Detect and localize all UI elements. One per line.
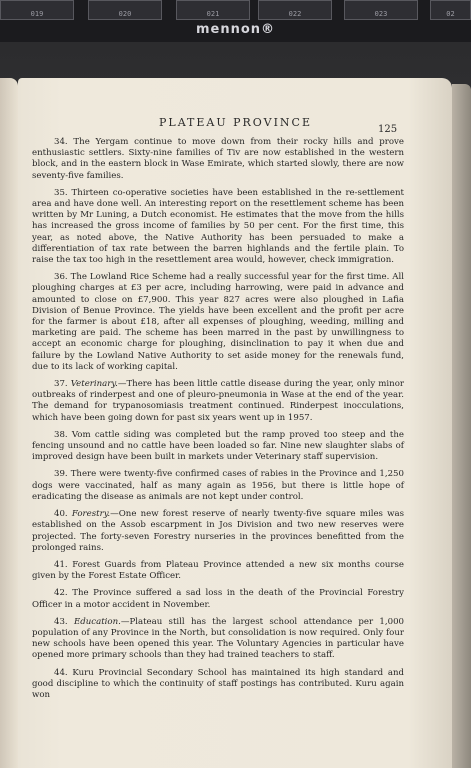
brand-logo: mennon® — [195, 22, 276, 37]
paragraph-number: 42. — [54, 588, 68, 599]
paragraph — [32, 430, 404, 464]
viewer-top-bar — [0, 0, 471, 42]
paragraph — [32, 668, 404, 702]
frame-number: 02 — [446, 10, 455, 18]
film-frame[interactable] — [258, 0, 332, 20]
paragraph — [32, 588, 404, 610]
paragraph-heading: Education. — [73, 616, 121, 627]
paragraph-heading: Veterinary. — [70, 379, 118, 390]
paragraph-text: Forest Guards from Plateau Province attended a new six months course given by the Forest Estate Officer. — [32, 559, 405, 582]
paragraph-text: Kuru Provincial Secondary School has maintained its high standard and good discipline to which the continuity of staff postings has contributed. Kuru again won — [32, 667, 404, 700]
film-frame[interactable] — [176, 0, 250, 20]
paragraph-number: 37. — [54, 379, 68, 390]
frame-number: 022 — [288, 10, 302, 18]
paragraph-number: 36. — [54, 272, 68, 283]
page-number: 125 — [378, 124, 398, 135]
film-frame[interactable] — [430, 0, 471, 20]
paragraph-text: —Plateau still has the largest school attendance per 1,000 population of any Province in the North, but consolidation is now required. Only four new schools have been opened this year. The Voluntary Agencies in particular have opened more primary schools than they had trained teachers to staff. — [32, 616, 405, 661]
frame-number: 020 — [118, 10, 132, 18]
frame-number: 023 — [374, 10, 388, 18]
paragraph-text: There were twenty-five confirmed cases of rabies in the Province and 1,250 dogs were vaccinated, half as many again as 1956, but there is little hope of eradicating the disease as animals are not kept under control. — [32, 469, 404, 502]
paragraph-text: The Yergam continue to move down from their rocky hills and prove enthusiastic settlers. Sixty-nine families of Tiv are now established in the western block, and in the eastern block in Wase Emirate, which started slowly, there are now seventy-five families. — [32, 137, 404, 181]
paragraph — [32, 509, 404, 554]
paragraph — [32, 188, 404, 266]
paragraph-number: 40. — [54, 509, 68, 520]
paragraph — [32, 379, 404, 424]
film-frame[interactable] — [88, 0, 162, 20]
paragraph-number: 41. — [54, 559, 68, 570]
paragraph-text: —There has been little cattle disease during the year, only minor outbreaks of rinderpest and one of pleuro-pneumonia in Wase at the end of the year. The demand for trypanosomiasis treatment continued. Rinderpest inocculations, which have been going down for past six years went up in 1957. — [32, 379, 404, 423]
paragraph-text: Vom cattle siding was completed but the ramp proved too steep and the fencing unsound and no cattle have been loaded so far. Nine new slaughter slabs of improved design have been built in markets under Veterinary staff supervision. — [32, 429, 404, 463]
page-stack-edge — [452, 84, 471, 768]
paragraph — [32, 560, 404, 582]
paragraph — [32, 617, 404, 662]
paragraph-number: 38. — [54, 429, 68, 440]
film-frame[interactable] — [344, 0, 418, 20]
paragraph-text: The Province suffered a sad loss in the death of the Provincial Forestry Officer in a motor accident in November. — [32, 588, 405, 610]
paragraph-heading: Forestry. — [71, 509, 111, 520]
paragraph-number: 44. — [54, 667, 68, 678]
film-frame-strip — [0, 0, 471, 22]
paragraph-number: 35. — [54, 187, 68, 198]
paragraph-text: —One new forest reserve of nearly twenty-five square miles was established on the Assob escarpment in Jos Division and two new reserves were projected. The forty-seven Forestry nurseries in the provinces benefitted from the prolonged rains. — [32, 509, 404, 553]
frame-number: 021 — [206, 10, 220, 18]
page-body — [32, 137, 404, 707]
paragraph-number: 39. — [54, 469, 68, 480]
running-head: PLATEAU PROVINCE — [159, 116, 312, 129]
paragraph-number: 34. — [54, 137, 68, 147]
film-frame[interactable] — [0, 0, 74, 20]
paragraph-text: Thirteen co-operative societies have been established in the re-settlement area and have done well. An interesting report on the resettlement scheme has been written by Mr Luning, a Dutch economist. He estimates that the move from the hills has increased the gross income of families by 50 per cent. For the first time, this year, as noted above, the Native Authority has been persuaded to make a differentiation of tax rate between the barren highlands and the fertile plain. To raise the tax too high in the resettlement area would, however, check immigration. — [32, 187, 405, 266]
paragraph-text: The Lowland Rice Scheme had a really successful year for the first time. All ploughing charges at £3 per acre, including harrowing, were paid in advance and amounted to close on £7,900. This year 827 acres were also ploughed in Lafia Division of Benue Province. The yields have been excellent and the profit per acre for the farmer is about £18, after all expenses of ploughing, weeding, milling and marketing are paid. The scheme has been marred in the past by unwillingness to accept an economic charge for ploughing, disinclination to pay it when due and failure by the Lowland Native Authority to set aside money for the renewals fund, due to its lack of working capital. — [32, 272, 405, 372]
paragraph — [32, 272, 404, 373]
paragraph-number: 43. — [54, 616, 68, 627]
paragraph — [32, 469, 404, 503]
frame-number: 019 — [30, 10, 44, 18]
paragraph — [32, 137, 404, 182]
left-page-edge — [0, 78, 18, 768]
